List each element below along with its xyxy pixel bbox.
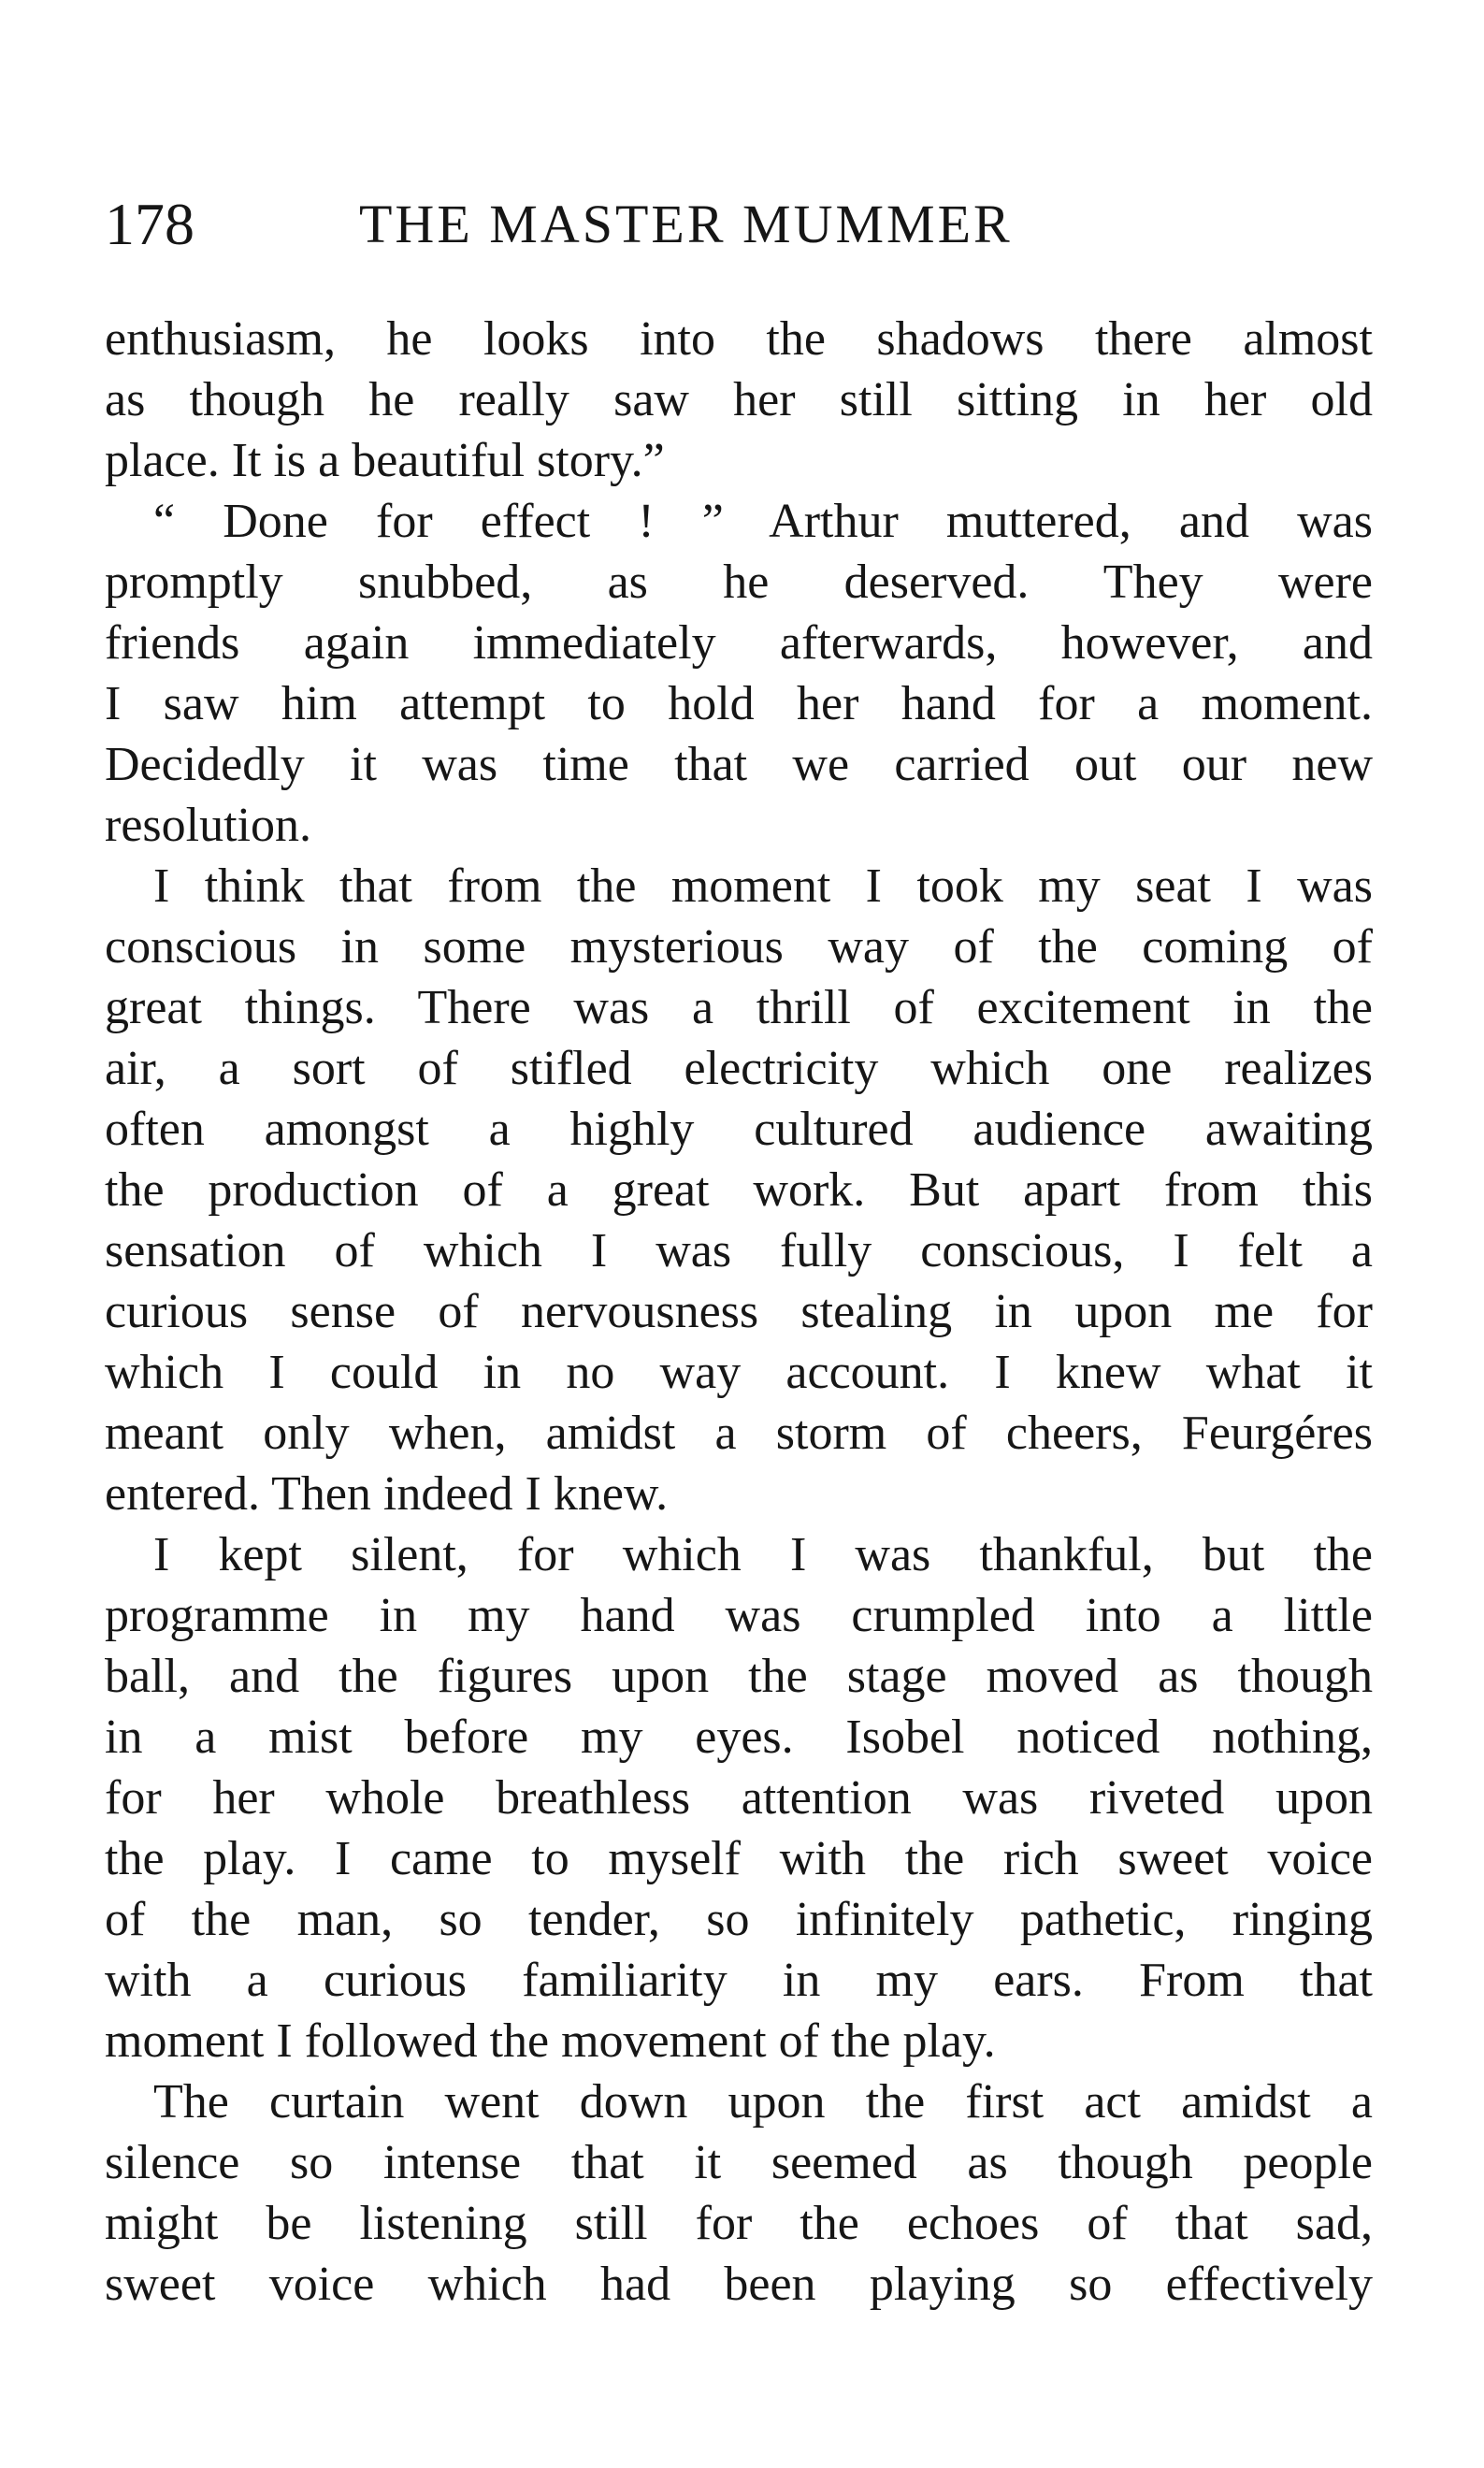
text-line: as though he really saw her still sitting in her old (105, 373, 1373, 426)
text-line: might be listening still for the echoes of that sad, (105, 2197, 1373, 2250)
text-line: resolution. (105, 799, 311, 852)
text-line: I think that from the moment I took my seat I was (153, 859, 1373, 913)
text-line: which I could in no way account. I knew what it (105, 1346, 1373, 1399)
text-line: “ Done for effect ! ” Arthur muttered, and was (153, 495, 1373, 548)
text-line: the production of a great work. But apart from this (105, 1163, 1373, 1217)
text-line: with a curious familiarity in my ears. From that (105, 1954, 1373, 2007)
text-line: enthusiasm, he looks into the shadows there almost (105, 312, 1373, 366)
text-line: promptly snubbed, as he deserved. They were (105, 556, 1373, 609)
text-line: of the man, so tender, so infinitely pathetic, ringing (105, 1893, 1373, 1946)
text-line: curious sense of nervousness stealing in upon me for (105, 1285, 1373, 1338)
text-line: The curtain went down upon the first act amidst a (153, 2075, 1373, 2129)
page-number: 178 (105, 191, 195, 257)
book-title: THE MASTER MUMMER (359, 194, 1013, 254)
text-line: Decidedly it was time that we carried out our new (105, 738, 1373, 791)
text-line: often amongst a highly cultured audience awaiting (105, 1103, 1373, 1156)
text-line: silence so intense that it seemed as though people (105, 2136, 1373, 2189)
text-line: entered. Then indeed I knew. (105, 1467, 669, 1521)
text-line: ball, and the figures upon the stage moved as though (105, 1650, 1373, 1703)
text-line: I saw him attempt to hold her hand for a moment. (105, 677, 1373, 730)
text-line: friends again immediately afterwards, however, and (105, 616, 1373, 670)
text-line: air, a sort of stifled electricity which one realizes (105, 1042, 1373, 1095)
text-line: sensation of which I was fully conscious, I felt a (105, 1224, 1373, 1277)
text-line: meant only when, amidst a storm of cheers, Feurgéres (105, 1407, 1373, 1460)
text-line: for her whole breathless attention was riveted upon (105, 1771, 1373, 1825)
text-line: conscious in some mysterious way of the coming of (105, 920, 1373, 974)
text-line: the play. I came to myself with the rich sweet voice (105, 1832, 1373, 1885)
text-line: programme in my hand was crumpled into a little (105, 1589, 1373, 1642)
text-line: great things. There was a thrill of excitement in the (105, 981, 1373, 1034)
body-text (105, 309, 1373, 2315)
text-line: moment I followed the movement of the play. (105, 2014, 996, 2068)
text-line: in a mist before my eyes. Isobel noticed nothing, (105, 1710, 1373, 1764)
running-head (105, 192, 1376, 257)
text-line: place. It is a beautiful story.” (105, 434, 665, 487)
text-line: I kept silent, for which I was thankful, but the (153, 1528, 1373, 1581)
text-line: sweet voice which had been playing so effectively (105, 2258, 1373, 2311)
